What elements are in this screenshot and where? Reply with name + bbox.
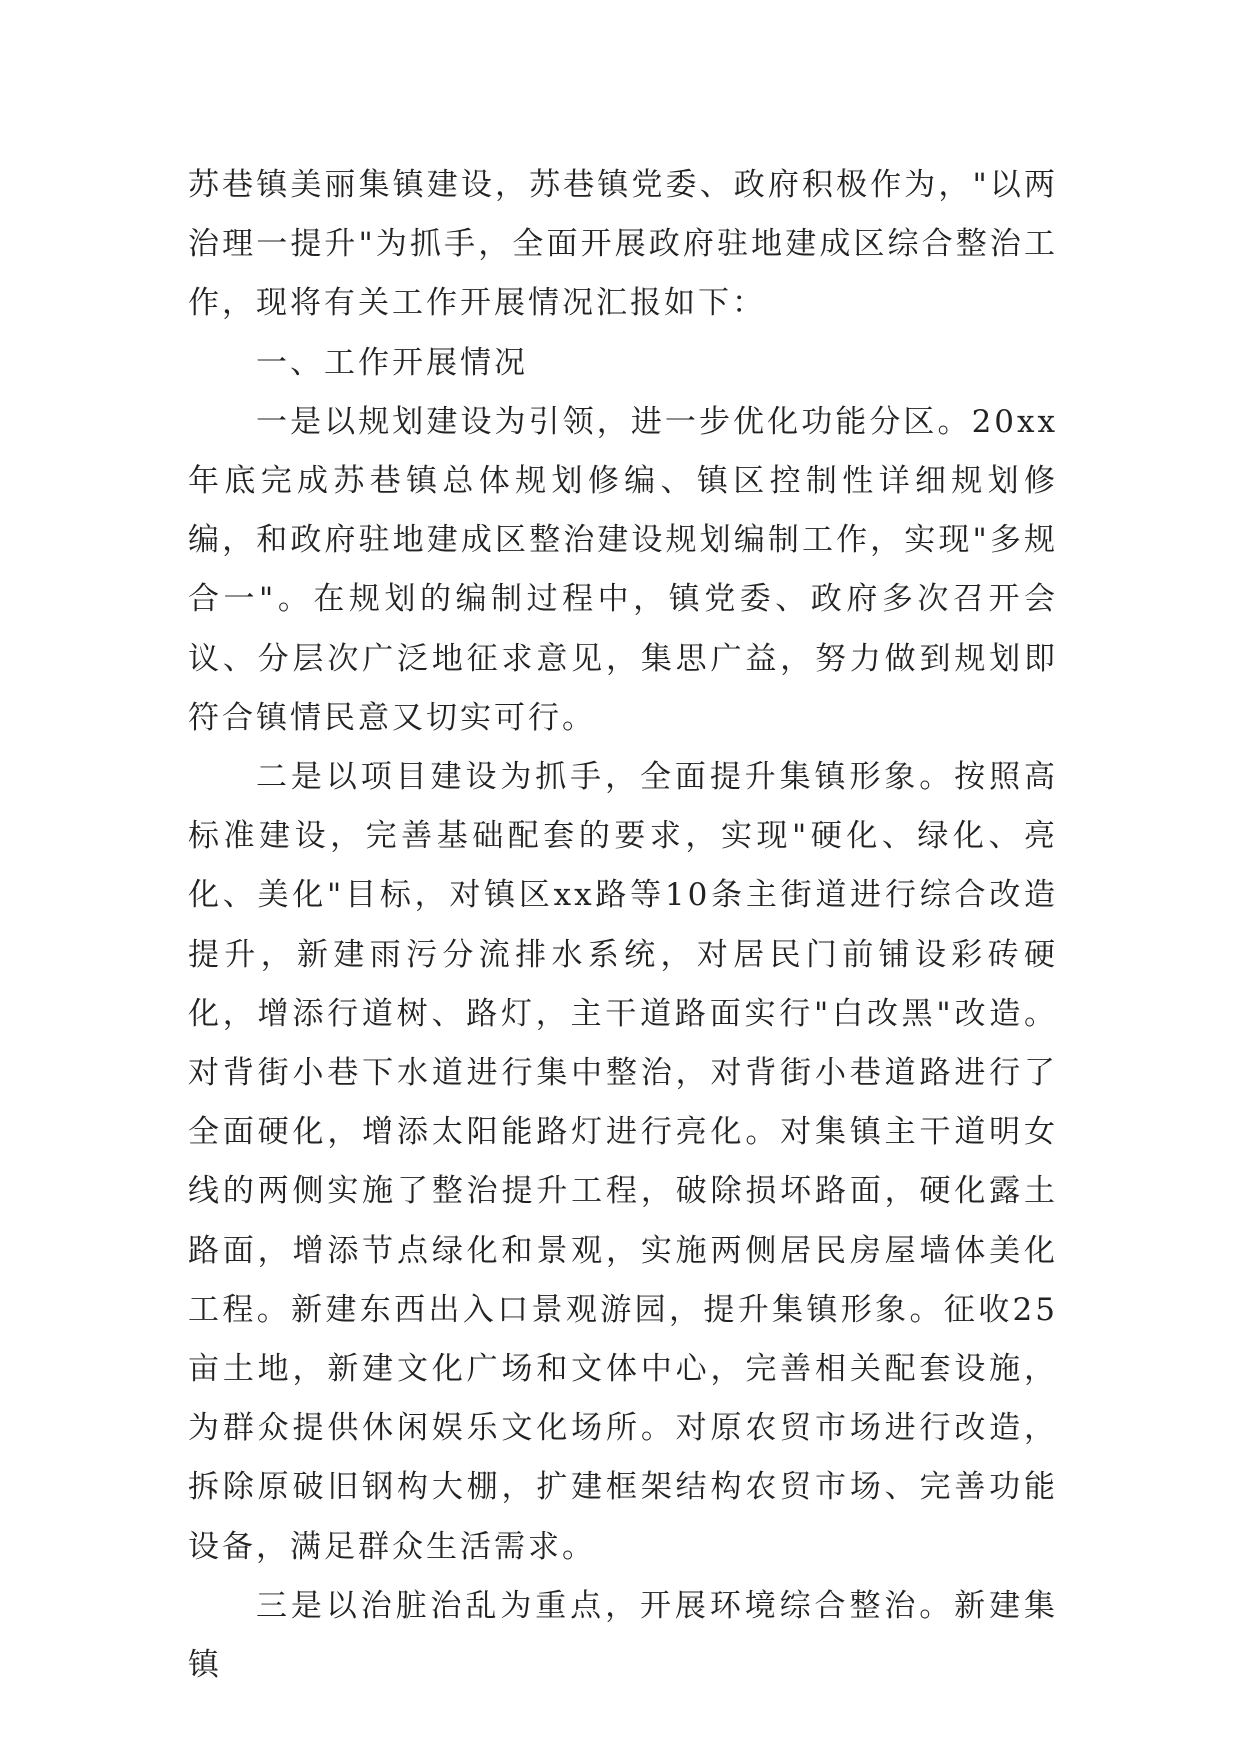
document-body [188, 156, 1058, 1695]
paragraph-environment: 三是以治脏治乱为重点，开展环境综合整治。新建集镇 [188, 1587, 1058, 1684]
paragraph-intro: 苏巷镇美丽集镇建设，苏巷镇党委、政府积极作为，"以两治理一提升"为抓手，全面开展政府驻地建成区综合整治工作，现将有关工作开展情况汇报如下： [188, 167, 1058, 322]
paragraph-planning: 一是以规划建设为引领，进一步优化功能分区。20xx年底完成苏巷镇总体规划修编、镇区控制性详细规划修编，和政府驻地建成区整治建设规划编制工作，实现"多规合一"。在规划的编制过程中，镇党委、政府多次召开会议、分层次广泛地征求意见，集思广益，努力做到规划即符合镇情民意又切实可行。 [188, 403, 1058, 736]
section-heading: 一、工作开展情况 [256, 344, 528, 381]
paragraph-projects: 二是以项目建设为抓手，全面提升集镇形象。按照高标准建设，完善基础配套的要求，实现"硬化、绿化、亮化、美化"目标，对镇区xx路等10条主街道进行综合改造提升，新建雨污分流排水系统，对居民门前铺设彩砖硬化，增添行道树、路灯，主干道路面实行"白改黑"改造。对背街小巷下水道进行集中整治，对背街小巷道路进行了全面硬化，增添太阳能路灯进行亮化。对集镇主干道明女线的两侧实施了整治提升工程，破除损坏路面，硬化露土路面，增添节点绿化和景观，实施两侧居民房屋墙体美化工程。新建东西出入口景观游园，提升集镇形象。征收25亩土地，新建文化广场和文体中心，完善相关配套设施，为群众提供休闲娱乐文化场所。对原农贸市场进行改造，拆除原破旧钢构大棚，扩建框架结构农贸市场、完善功能设备，满足群众生活需求。 [188, 759, 1058, 1565]
